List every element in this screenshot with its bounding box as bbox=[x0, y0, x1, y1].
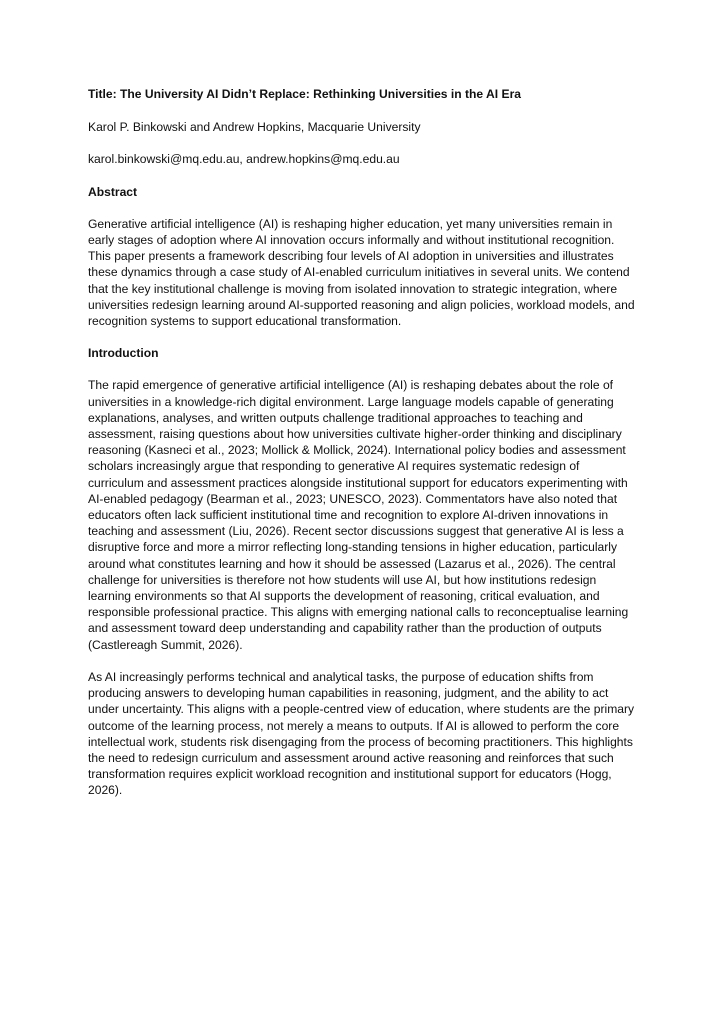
paper-title: Title: The University AI Didn’t Replace: Rethinking Universities in the AI Era bbox=[88, 87, 522, 101]
paper-page bbox=[88, 86, 636, 815]
author-line: Karol P. Binkowski and Andrew Hopkins, Macquarie University bbox=[88, 120, 421, 135]
introduction-paragraph-1: The rapid emergence of generative artificial intelligence (AI) is reshaping debates about the role of universities in a knowledge-rich digital environment. Large language models capable of generating explanations, analyses, and written outputs challenge traditional approaches to teaching and assessment, raising questions about how universities cultivate higher-order thinking and disciplinary reasoning (Kasneci et al., 2023; Mollick & Mollick, 2024). International policy bodies and assessment scholars increasingly argue that responding to generative AI requires systematic redesign of curriculum and assessment practices alongside institutional support for educators experimenting with AI-enabled pedagogy (Bearman et al., 2023; UNESCO, 2023). Commentators have also noted that educators often lack sufficient institutional time and recognition to explore AI-driven innovations in teaching and assessment (Liu, 2026). Recent sector discussions suggest that generative AI is less a disruptive force and more a mirror reflecting long-standing tensions in higher education, particularly around what constitutes learning and how it should be assessed (Lazarus et al., 2026). The central challenge for universities is therefore not how students will use AI, but how institutions redesign learning environments so that AI supports the development of reasoning, critical evaluation, and responsible professional practice. This aligns with emerging national calls to reconceptualise learning and assessment toward deep understanding and capability rather than the production of outputs (Castlereagh Summit, 2026). bbox=[88, 378, 629, 652]
email-line: karol.binkowski@mq.edu.au, andrew.hopkins@mq.edu.au bbox=[88, 152, 400, 167]
abstract-heading: Abstract bbox=[88, 184, 138, 199]
introduction-heading: Introduction bbox=[88, 346, 159, 361]
introduction-paragraph-2: As AI increasingly performs technical and analytical tasks, the purpose of education shifts from producing answers to developing human capabilities in reasoning, judgment, and the ability to act under uncertainty. This aligns with a people-centred view of education, where students are the primary outcome of the learning process, not merely a means to outputs. If AI is allowed to perform the core intellectual work, students risk disengaging from the process of becoming practitioners. This highlights the need to redesign curriculum and assessment around active reasoning and reinforces that such transformation requires explicit workload recognition and institutional support for educators (Hogg, 2026). bbox=[88, 669, 635, 798]
abstract-text: Generative artificial intelligence (AI) is reshaping higher education, yet many universities remain in early stages of adoption where AI innovation occurs informally and without institutional recognition. This paper presents a framework describing four levels of AI adoption in universities and illustrates these dynamics through a case study of AI-enabled curriculum initiatives in several units. We contend that the key institutional challenge is moving from isolated innovation to strategic integration, where universities redesign learning around AI-supported reasoning and align policies, workload models, and recognition systems to support educational transformation. bbox=[88, 216, 635, 329]
